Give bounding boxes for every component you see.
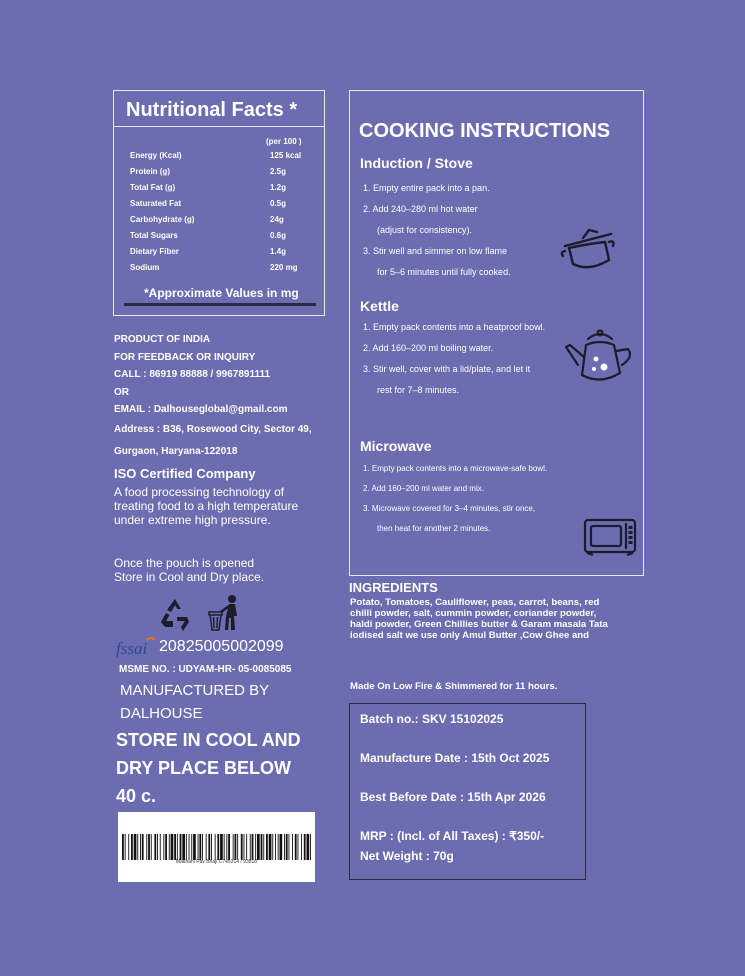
storage-note [114,556,334,584]
nutrition-row [130,183,320,199]
nutrition-note: *Approximate Values in mg [144,286,299,300]
recycle-icon [157,596,193,632]
microwave-icon [583,517,637,557]
nutrition-row [130,263,320,279]
nutrition-row [130,151,320,167]
nutrition-title: Nutritional Facts * [114,91,324,127]
microwave-step: 2. Add 160–200 ml water and mix. [363,484,484,493]
storage-warning-line-1: STORE IN COOL AND [116,730,301,750]
cooking-title: COOKING INSTRUCTIONS [359,120,611,142]
phone-text: CALL : 86919 88888 / 9967891111 [114,369,271,380]
msme-number: MSME NO. : UDYAM-HR- 05-0085085 [119,664,292,675]
nutrient-value: 2.5g [270,167,287,176]
nutrient-name: Saturated Fat [130,199,182,208]
email-text: EMAIL : Dalhouseglobal@gmail.com [114,404,288,415]
induction-step: (adjust for consistency). [377,225,473,235]
trash-disposal-icon [207,594,241,632]
nutrient-value: 24g [270,215,284,224]
best-before-date: Best Before Date : 15th Apr 2026 [360,790,546,804]
barcode [122,834,311,860]
nutrition-row [130,199,320,215]
induction-step: 1. Empty entire pack into a pan. [363,183,490,193]
induction-step: 2. Add 240–280 ml hot water [363,204,478,214]
feedback-text: FOR FEEDBACK OR INQUIRY [114,351,256,363]
net-weight: Net Weight : 70g [360,849,454,863]
nutrient-value: 1.2g [270,183,287,192]
iso-description: A food processing technology of treating food to a high temperature under extreme high pressure. [114,485,299,527]
nutrient-value: 1.4g [270,247,287,256]
manufacture-date: Manufacture Date : 15th Oct 2025 [360,751,550,765]
nutrient-value: 125 kcal [270,151,302,160]
kettle-steps [363,322,545,406]
barcode-caption: Makhani Pav Bhaji C745314 / 93818 [175,859,258,865]
mrp: MRP : (Incl. of All Taxes) : ₹350/- [360,829,545,843]
storage-warning [116,726,336,810]
nutrient-name: Total Sugars [130,231,178,240]
fssai-license-number: 20825005002099 [159,638,284,655]
manufactured-by-label: MANUFACTURED BY [120,682,270,699]
ingredients-list: Potato, Tomatoes, Cauliflower, peas, carrot, beans, red chilli powder, salt, cummin powder, coriander powder, haldi powder, Green Chillies butter & Garam masala Tata iodised salt we use only Amul Butter ,Cow Ghee and [350,597,608,641]
fssai-logo-text: fssai [116,639,148,658]
barcode-label [118,812,315,882]
or-text: OR [114,386,129,398]
nutrient-name: Energy (Kcal) [130,151,182,160]
cooking-instructions-box [349,90,644,576]
storage-note-line-1: Once the pouch is opened [114,556,255,570]
microwave-step: 3. Microwave covered for 3–4 minutes, stir once, [363,504,536,513]
microwave-step: then heat for another 2 minutes. [377,524,491,533]
kettle-step: 1. Empty pack contents into a heatproof bowl. [363,322,546,332]
iso-title: ISO Certified Company [114,466,256,481]
kettle-heading: Kettle [360,298,399,314]
nutrient-value: 0.6g [270,231,287,240]
batch-number: Batch no.: SKV 15102025 [360,712,504,726]
ingredients-title: INGREDIENTS [349,580,438,595]
nutrient-name: Dietary Fiber [130,247,179,256]
induction-step: for 5–6 minutes until fully cooked. [377,267,511,277]
nutrient-value: 0.5g [270,199,287,208]
nutrition-row [130,167,320,183]
address-line-2: Gurgaon, Haryana-122018 [114,445,238,457]
nutrient-name: Total Fat (g) [130,183,176,192]
manufacturer-name: DALHOUSE [120,705,203,722]
contact-info [114,331,312,463]
nutrition-facts-box [113,90,325,316]
storage-note-line-2: Store in Cool and Dry place. [114,570,265,584]
kettle-step: 3. Stir well, cover with a lid/plate, and let it [363,364,531,374]
cooking-note: Made On Low Fire & Shimmered for 11 hours. [350,681,558,692]
induction-step: 3. Stir well and simmer on low flame [363,246,508,256]
nutrient-name: Carbohydrate (g) [130,215,195,224]
nutrition-table [130,151,320,279]
nutrition-row [130,231,320,247]
batch-info-box [349,703,586,880]
microwave-step: 1. Empty pack contents into a microwave-safe bowl. [363,464,548,473]
kettle-icon [564,327,636,385]
nutrient-name: Sodium [130,263,160,272]
kettle-step: 2. Add 160–200 ml boiling water. [363,343,494,353]
induction-steps [363,183,511,288]
nutrient-name: Protein (g) [130,167,170,176]
cooking-pot-icon [559,218,617,272]
kettle-step: rest for 7–8 minutes. [377,385,460,395]
nutrition-per-100: (per 100 ) [266,137,302,146]
fssai-logo [116,634,156,660]
nutrient-value: 220 mg [270,263,298,272]
nutrition-divider [124,303,316,306]
microwave-steps [363,464,547,544]
nutrition-row [130,215,320,231]
storage-warning-line-2: DRY PLACE BELOW [116,758,292,778]
address-line-1: Address : B36, Rosewood City, Sector 49, [114,423,312,435]
origin-text: PRODUCT OF INDIA [114,334,211,345]
induction-heading: Induction / Stove [360,155,473,171]
microwave-heading: Microwave [360,438,432,454]
nutrition-row [130,247,320,263]
storage-warning-line-3: 40 c. [116,786,157,806]
